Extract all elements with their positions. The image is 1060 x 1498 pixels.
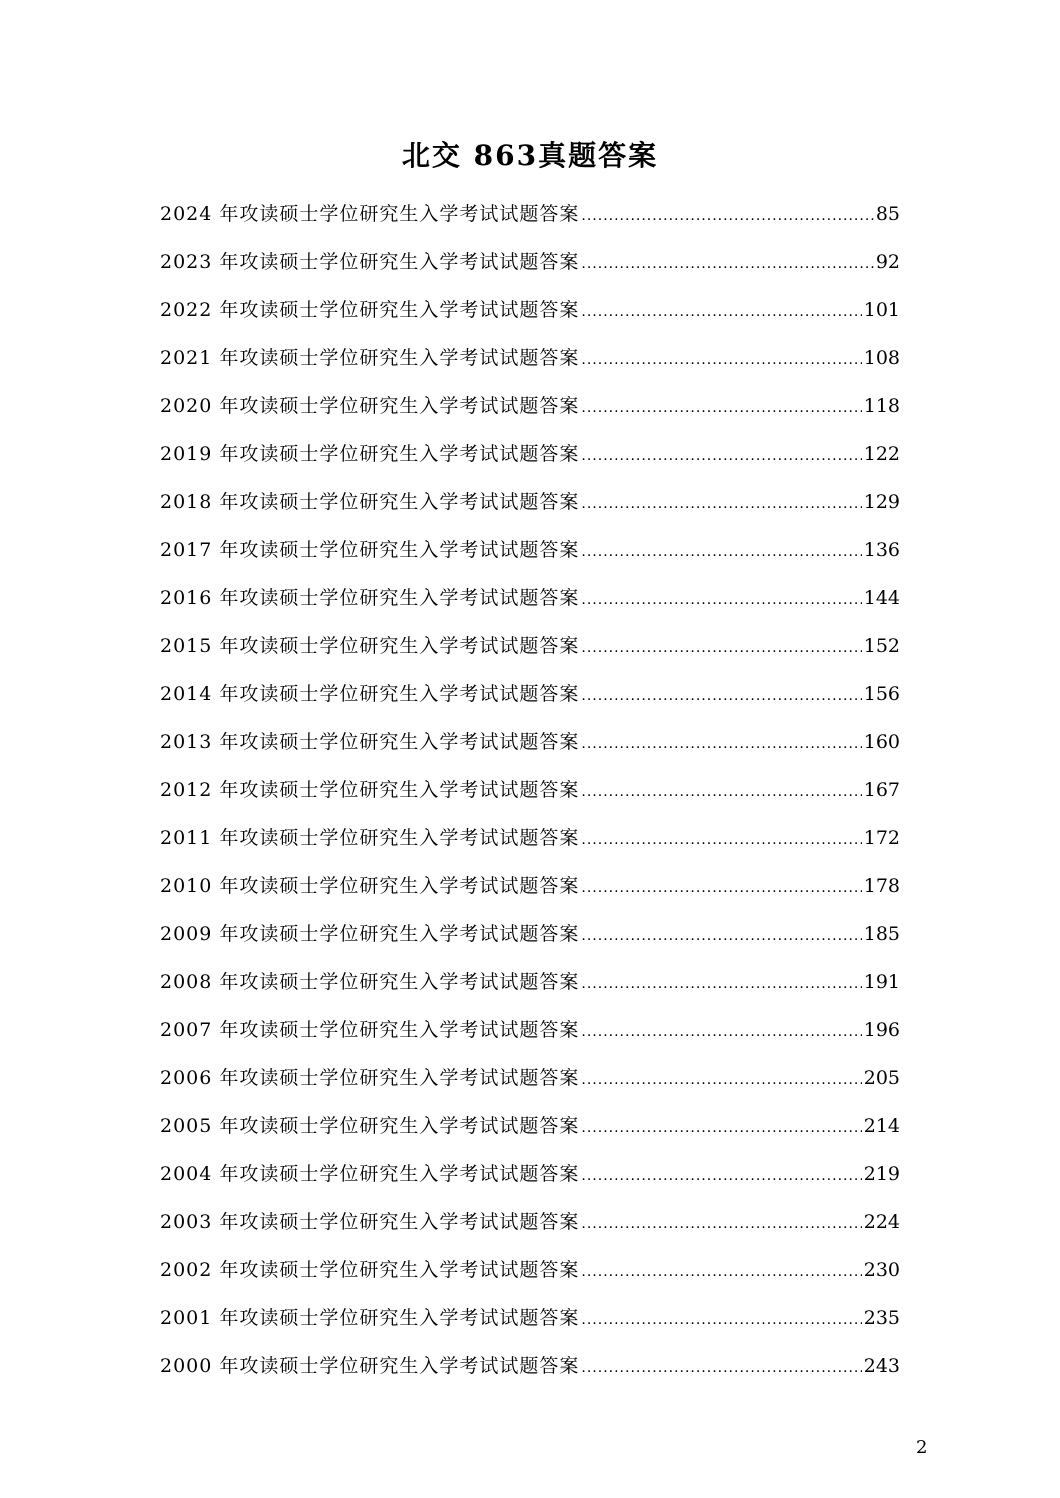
- toc-entry-label: 2011 年攻读硕士学位研究生入学考试试题答案: [160, 827, 580, 849]
- toc-entry-label: 2004 年攻读硕士学位研究生入学考试试题答案: [160, 1163, 580, 1185]
- toc-entry-page: 172: [863, 827, 900, 849]
- toc-entry[interactable]: [160, 774, 900, 822]
- toc-dot-leader: [581, 1160, 861, 1192]
- toc-entry-label: 2020 年攻读硕士学位研究生入学考试试题答案: [160, 395, 580, 417]
- toc-entry-label: 2001 年攻读硕士学位研究生入学考试试题答案: [160, 1307, 580, 1329]
- toc-entry-label: 2009 年攻读硕士学位研究生入学考试试题答案: [160, 923, 580, 945]
- toc-entry[interactable]: [160, 678, 900, 726]
- toc-dot-leader: [581, 632, 861, 664]
- toc-entry-page: 224: [863, 1211, 900, 1233]
- toc-entry-page: 101: [863, 299, 900, 321]
- toc-entry-page: 156: [863, 683, 900, 705]
- toc-entry-label: 2014 年攻读硕士学位研究生入学考试试题答案: [160, 683, 580, 705]
- toc-entry-page: 129: [863, 491, 900, 513]
- toc-entry[interactable]: [160, 390, 900, 438]
- page-title: 北交 863真题答案: [401, 139, 659, 172]
- toc-entry-label: 2018 年攻读硕士学位研究生入学考试试题答案: [160, 491, 580, 513]
- toc-entry-page: 160: [863, 731, 900, 753]
- toc-entry[interactable]: [160, 1302, 900, 1350]
- toc-entry[interactable]: [160, 966, 900, 1014]
- toc-dot-leader: [581, 344, 861, 376]
- toc-dot-leader: [581, 728, 861, 760]
- toc-dot-leader: [581, 824, 861, 856]
- toc-entry-page: 136: [863, 539, 900, 561]
- toc-dot-leader: [581, 248, 873, 280]
- toc-entry-label: 2017 年攻读硕士学位研究生入学考试试题答案: [160, 539, 580, 561]
- toc-dot-leader: [581, 1112, 861, 1144]
- toc-entry-page: 230: [863, 1259, 900, 1281]
- toc-entry-label: 2012 年攻读硕士学位研究生入学考试试题答案: [160, 779, 580, 801]
- toc-entry[interactable]: [160, 1254, 900, 1302]
- toc-dot-leader: [581, 776, 861, 808]
- toc-entry-label: 2016 年攻读硕士学位研究生入学考试试题答案: [160, 587, 580, 609]
- toc-entry-label: 2023 年攻读硕士学位研究生入学考试试题答案: [160, 251, 580, 273]
- toc-entry-label: 2005 年攻读硕士学位研究生入学考试试题答案: [160, 1115, 580, 1137]
- toc-dot-leader: [581, 968, 861, 1000]
- toc-entry-page: 144: [863, 587, 900, 609]
- toc-entry-page: 118: [863, 395, 900, 417]
- toc-entry-page: 92: [875, 251, 900, 273]
- toc-entry-page: 219: [863, 1163, 900, 1185]
- toc-entry[interactable]: [160, 870, 900, 918]
- table-of-contents: [160, 198, 900, 1398]
- toc-entry-page: 243: [863, 1355, 900, 1377]
- toc-entry-label: 2013 年攻读硕士学位研究生入学考试试题答案: [160, 731, 580, 753]
- toc-entry-page: 235: [863, 1307, 900, 1329]
- toc-entry[interactable]: [160, 630, 900, 678]
- toc-dot-leader: [581, 920, 861, 952]
- toc-dot-leader: [581, 488, 861, 520]
- toc-entry-page: 108: [863, 347, 900, 369]
- toc-entry-label: 2021 年攻读硕士学位研究生入学考试试题答案: [160, 347, 580, 369]
- toc-dot-leader: [581, 200, 873, 232]
- toc-dot-leader: [581, 1064, 861, 1096]
- toc-entry-page: 205: [863, 1067, 900, 1089]
- toc-entry[interactable]: [160, 726, 900, 774]
- toc-entry-label: 2019 年攻读硕士学位研究生入学考试试题答案: [160, 443, 580, 465]
- toc-dot-leader: [581, 680, 861, 712]
- toc-dot-leader: [581, 392, 861, 424]
- toc-dot-leader: [581, 872, 861, 904]
- toc-entry[interactable]: [160, 246, 900, 294]
- toc-dot-leader: [581, 1208, 861, 1240]
- toc-entry-label: 2024 年攻读硕士学位研究生入学考试试题答案: [160, 203, 580, 225]
- toc-entry[interactable]: [160, 438, 900, 486]
- toc-entry-label: 2015 年攻读硕士学位研究生入学考试试题答案: [160, 635, 580, 657]
- toc-entry-page: 185: [863, 923, 900, 945]
- toc-entry-label: 2007 年攻读硕士学位研究生入学考试试题答案: [160, 1019, 580, 1041]
- toc-entry[interactable]: [160, 534, 900, 582]
- toc-entry[interactable]: [160, 1062, 900, 1110]
- toc-entry[interactable]: [160, 1110, 900, 1158]
- toc-entry[interactable]: [160, 342, 900, 390]
- toc-entry-page: 152: [863, 635, 900, 657]
- toc-entry-label: 2002 年攻读硕士学位研究生入学考试试题答案: [160, 1259, 580, 1281]
- toc-entry[interactable]: [160, 1014, 900, 1062]
- toc-entry-page: 214: [863, 1115, 900, 1137]
- toc-entry[interactable]: [160, 918, 900, 966]
- toc-dot-leader: [581, 296, 861, 328]
- toc-entry[interactable]: [160, 1158, 900, 1206]
- toc-dot-leader: [581, 1256, 861, 1288]
- toc-entry-page: 167: [863, 779, 900, 801]
- toc-entry-label: 2010 年攻读硕士学位研究生入学考试试题答案: [160, 875, 580, 897]
- toc-dot-leader: [581, 536, 861, 568]
- toc-entry-page: 196: [863, 1019, 900, 1041]
- toc-entry[interactable]: [160, 1350, 900, 1398]
- toc-dot-leader: [581, 584, 861, 616]
- toc-dot-leader: [581, 1352, 861, 1384]
- toc-entry-page: 122: [863, 443, 900, 465]
- toc-entry[interactable]: [160, 822, 900, 870]
- toc-entry-page: 191: [863, 971, 900, 993]
- toc-entry-label: 2000 年攻读硕士学位研究生入学考试试题答案: [160, 1355, 580, 1377]
- toc-entry[interactable]: [160, 582, 900, 630]
- toc-entry[interactable]: [160, 1206, 900, 1254]
- toc-entry[interactable]: [160, 198, 900, 246]
- toc-entry-label: 2006 年攻读硕士学位研究生入学考试试题答案: [160, 1067, 580, 1089]
- toc-entry-page: 178: [863, 875, 900, 897]
- toc-dot-leader: [581, 440, 861, 472]
- toc-entry[interactable]: [160, 486, 900, 534]
- toc-entry-label: 2008 年攻读硕士学位研究生入学考试试题答案: [160, 971, 580, 993]
- page-number: 2: [916, 1437, 928, 1458]
- toc-entry[interactable]: [160, 294, 900, 342]
- toc-entry-page: 85: [875, 203, 900, 225]
- toc-entry-label: 2003 年攻读硕士学位研究生入学考试试题答案: [160, 1211, 580, 1233]
- toc-dot-leader: [581, 1016, 861, 1048]
- toc-dot-leader: [581, 1304, 861, 1336]
- toc-entry-label: 2022 年攻读硕士学位研究生入学考试试题答案: [160, 299, 580, 321]
